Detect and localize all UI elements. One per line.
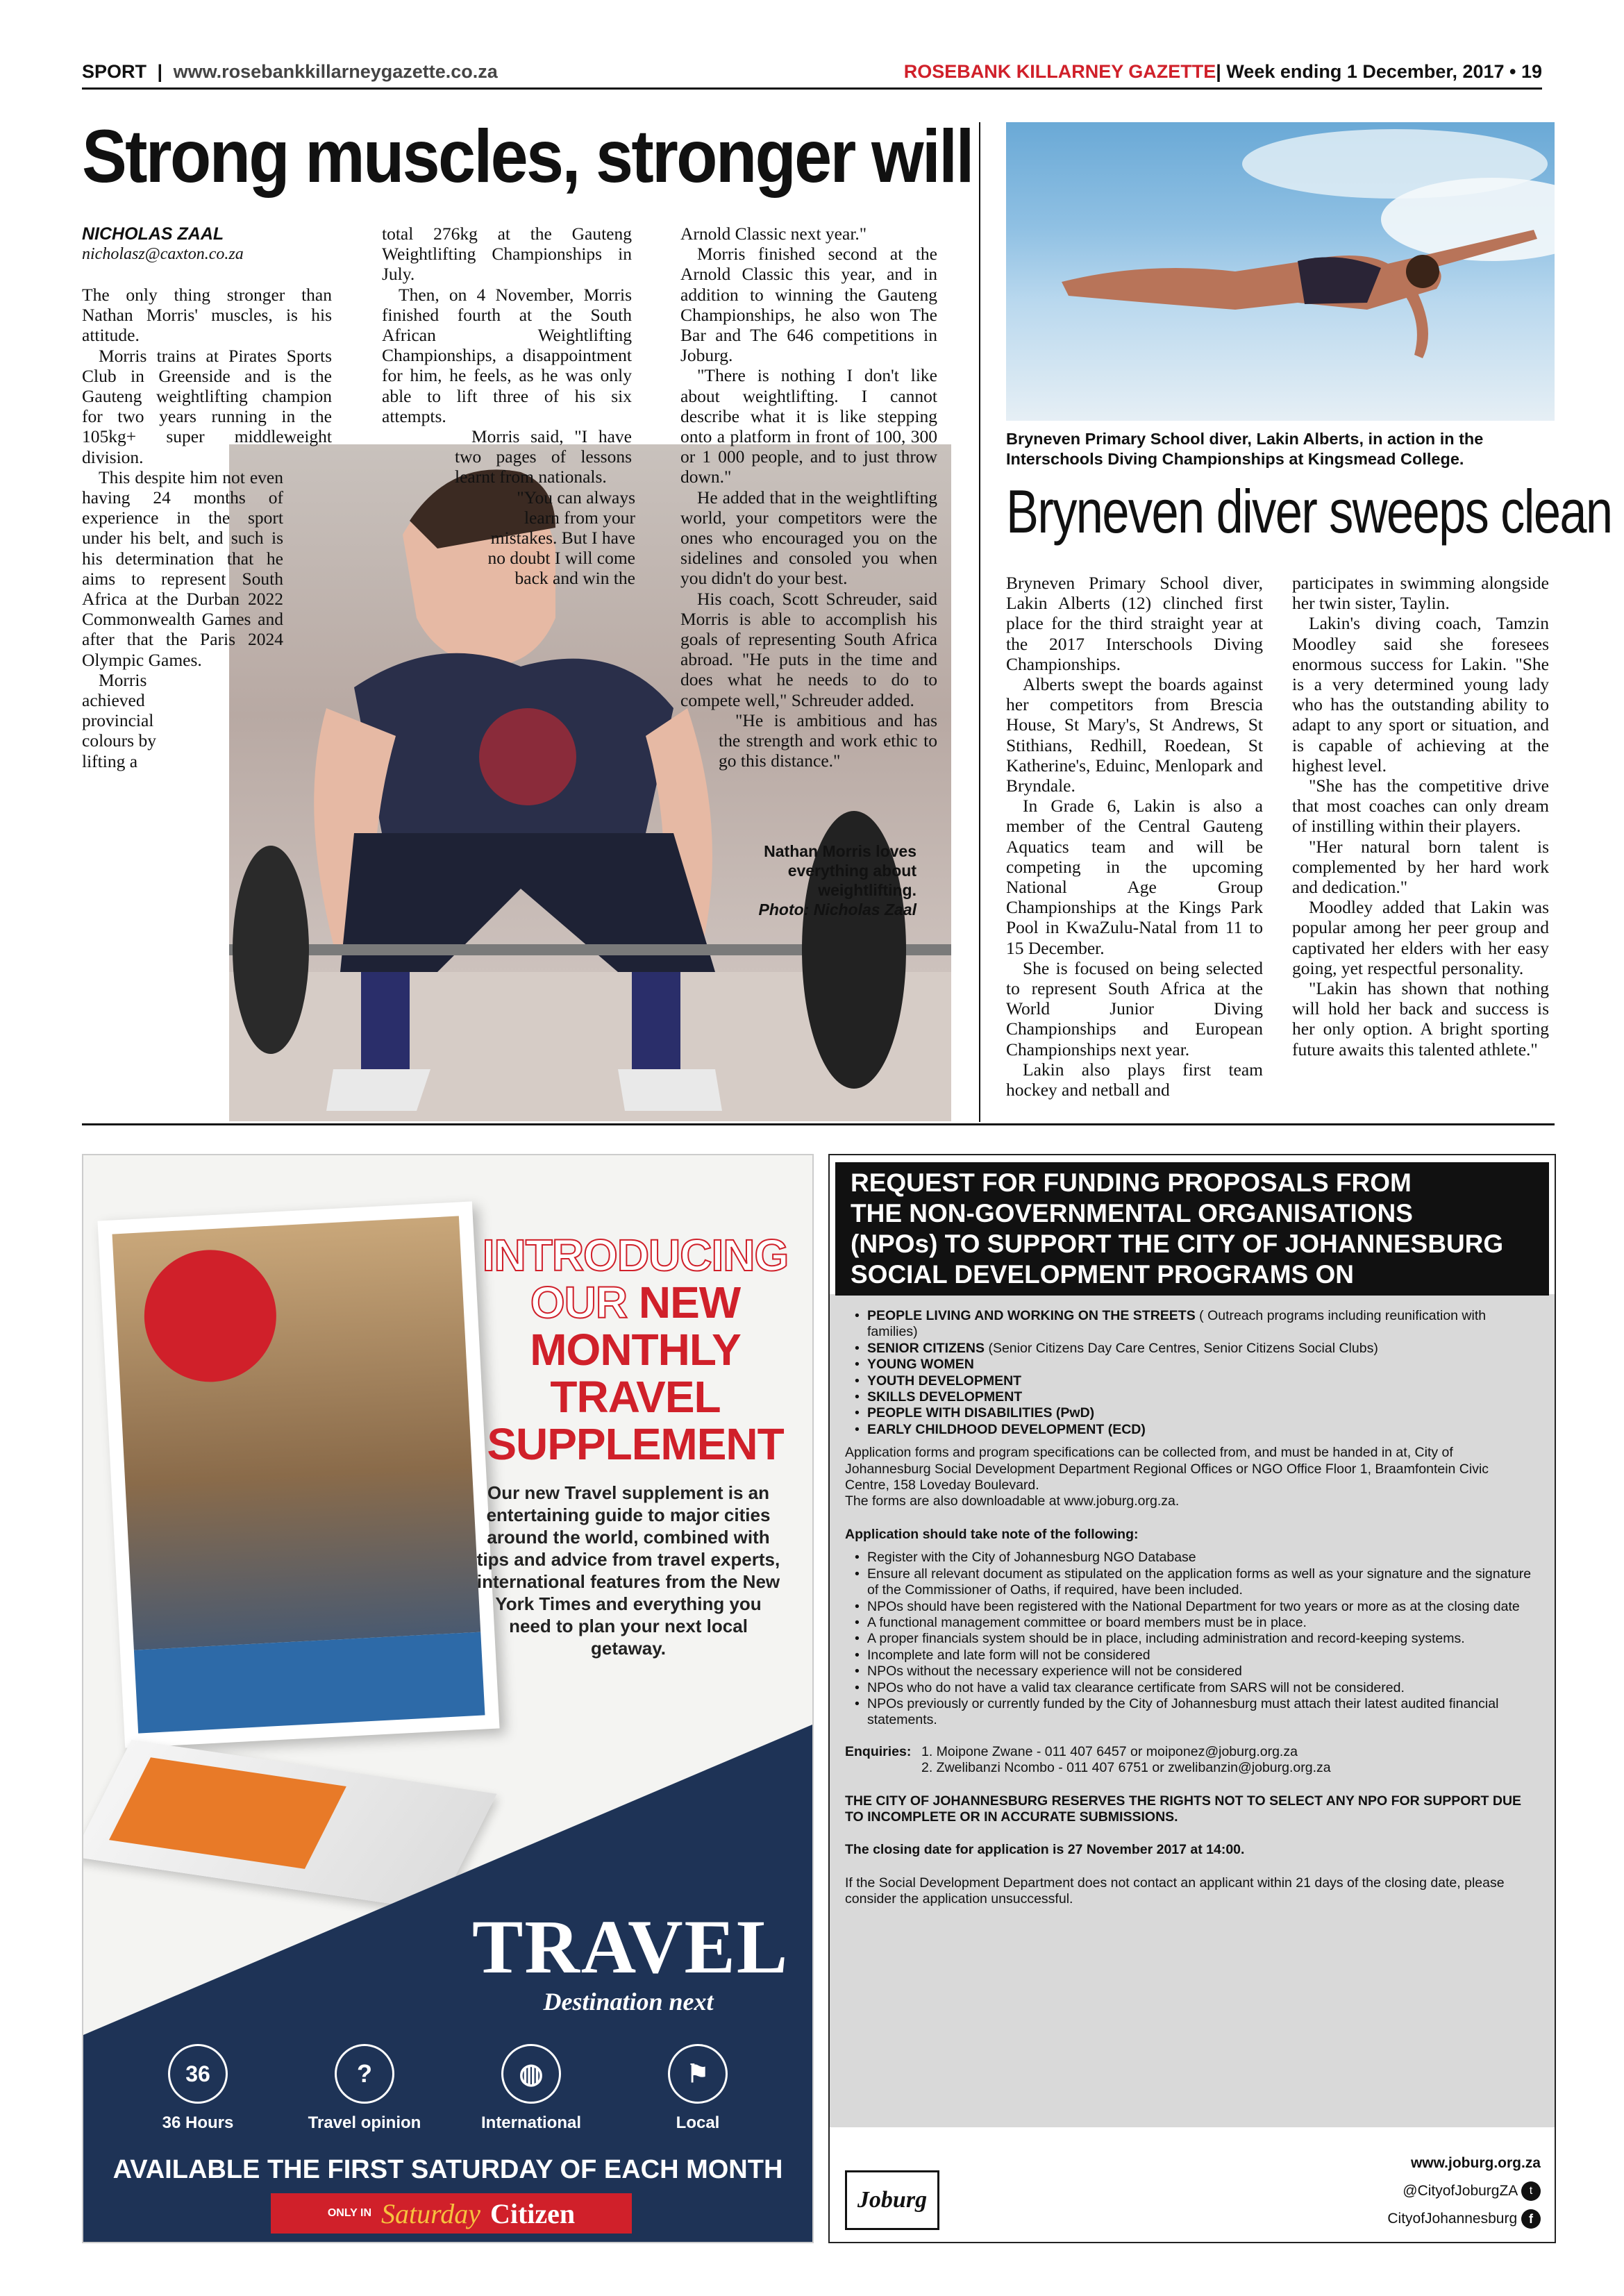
list-item: • A functional management committee or board members must be in place. bbox=[855, 1615, 1532, 1631]
paragraph: "Lakin has shown that nothing will hold her back and success is her only option. A bright sporting future awaits this talented athlete." bbox=[1292, 978, 1549, 1059]
paragraph: He added that in the weightlifting world, your competitors were the ones who encouraged you on the sidelines and consoled you when you didn't do your best. bbox=[680, 487, 937, 589]
paragraph: Moodley added that Lakin was popular among her peer group and captivated her elders with her easy going, yet respectful personality. bbox=[1292, 897, 1549, 978]
paper-name: ROSEBANK KILLARNEY GAZETTE bbox=[903, 61, 1216, 82]
enquiries-label: Enquiries: bbox=[845, 1743, 912, 1759]
article1-column-2 bbox=[382, 224, 635, 589]
reserve-rights: THE CITY OF JOHANNESBURG RESERVES THE RIGHTS NOT TO SELECT ANY NPO FOR SUPPORT DUE TO INCOMPLETE OR IN ACCURATE SUBMISSIONS. bbox=[845, 1793, 1522, 1825]
title-line: SOCIAL DEVELOPMENT PROGRAMS ON bbox=[851, 1260, 1354, 1289]
paragraph: total 276kg at the Gauteng Weightlifting Championships in July. bbox=[382, 224, 632, 285]
facebook-icon: f bbox=[1521, 2209, 1541, 2229]
feature-label: Local bbox=[676, 2113, 720, 2132]
saturday-label: Saturday bbox=[381, 2197, 480, 2229]
list-item: • SENIOR CITIZENS (Senior Citizens Day Care Centres, Senior Citizens Social Clubs) bbox=[855, 1341, 1532, 1357]
list-item: • SKILLS DEVELOPMENT bbox=[855, 1389, 1532, 1405]
paragraph: Morris finished second at the Arnold Classic this year, and in addition to winning the Gauteng Championships, he also won The Bar and The 646 competitions in Joburg. bbox=[680, 244, 937, 366]
paragraph: "You can always learn from your mistakes. But I have no doubt I will come back and win the bbox=[487, 487, 635, 589]
diver-caption: Bryneven Primary School diver, Lakin Alberts, in action in the Interschools Diving Championships at Kingsmead College. bbox=[1006, 430, 1484, 468]
twitter-icon: t bbox=[1521, 2181, 1541, 2201]
intro-line: OUR NEW bbox=[530, 1277, 741, 1327]
list-item: • PEOPLE WITH DISABILITIES (PwD) bbox=[855, 1405, 1532, 1421]
notes-list bbox=[845, 1550, 1532, 1728]
title-line: THE NON-GOVERNMENTAL ORGANISATIONS bbox=[851, 1199, 1413, 1227]
list-item: • Ensure all relevant document as stipulated on the application forms as well as your signature and the signature of the Commissioner of Oaths, if required, have been included. bbox=[855, 1566, 1532, 1599]
list-item: • NPOs without the necessary experience will not be considered bbox=[855, 1664, 1532, 1679]
feature-item bbox=[125, 2044, 271, 2148]
header-rule bbox=[82, 87, 1542, 90]
list-item: • Register with the City of Johannesburg NGO Database bbox=[855, 1550, 1532, 1566]
diver-illustration bbox=[1006, 122, 1555, 421]
byline-email[interactable]: nicholasz@caxton.co.za bbox=[82, 245, 244, 263]
article2-column-1 bbox=[1006, 573, 1263, 1100]
joburg-website[interactable]: www.joburg.org.za bbox=[1410, 2155, 1541, 2171]
article1-column-3 bbox=[680, 224, 937, 771]
list-item: • NPOs should have been registered with the National Department for two years or more as at the closing date bbox=[855, 1599, 1532, 1615]
paragraph: "She has the competitive drive that most coaches can only dream of instilling within their players. bbox=[1292, 776, 1549, 837]
travel-tagline: Destination next bbox=[543, 1988, 714, 2016]
paragraph: She is focused on being selected to represent South Africa at the World Junior Diving Championships and European Championships next year. bbox=[1006, 957, 1263, 1059]
list-item: • Incomplete and late form will not be considered bbox=[855, 1648, 1532, 1664]
list-item: • NPOs who do not have a valid tax clearance certificate from SARS will not be considered. bbox=[855, 1680, 1532, 1696]
intro-line: INTRODUCING bbox=[482, 1230, 789, 1280]
list-item: • YOUTH DEVELOPMENT bbox=[855, 1373, 1532, 1389]
clock-36-icon: 36 bbox=[168, 2044, 228, 2104]
page-header bbox=[82, 61, 1542, 86]
availability-banner: AVAILABLE THE FIRST SATURDAY OF EACH MONTH bbox=[112, 2155, 783, 2184]
travel-supplement-ad[interactable] bbox=[82, 1154, 814, 2243]
paragraph: participates in swimming alongside her twin sister, Taylin. bbox=[1292, 573, 1549, 614]
paragraph: This despite him not even having 24 months of experience in the sport under his belt, and such is his determination that he aims to represent South Africa at the Durban 2022 Commonwealth Games and after that the Paris 2024 Olympic Games. bbox=[82, 467, 283, 670]
paragraph: Morris achieved provincial colours by lifting a bbox=[82, 669, 156, 771]
weightlifter-caption bbox=[736, 841, 916, 919]
paragraph: "There is nothing I don't like about weightlifting. I cannot describe what it is like stepping onto a platform in front of 100, 300 or 1 000 people, and to just throw down." bbox=[680, 365, 937, 487]
closing-date: The closing date for application is 27 November 2017 at 14:00. bbox=[845, 1842, 1245, 1858]
paragraph: "Her natural born talent is complemented by her hard work and dedication." bbox=[1292, 836, 1549, 898]
feature-label: International bbox=[480, 2113, 581, 2132]
article1-headline: Strong muscles, stronger will bbox=[82, 114, 973, 198]
travel-brand: TRAVEL bbox=[472, 1904, 789, 1989]
paragraph: Morris trains at Pirates Sports Club in Greenside and is the Gauteng weightlifting champion for two years running in the 105kg+ super middleweight division. bbox=[82, 345, 332, 467]
head-opinion-icon: ? bbox=[335, 2044, 394, 2104]
intro-line: SUPPLEMENT bbox=[487, 1419, 784, 1469]
application-info: Application forms and program specifications can be collected from, and must be handed in at, City of Johannesburg Social Development Department Regional Offices or NGO Office Floor 1, Braamfontein Civic Centre, 158 Loveday Boulevard. bbox=[845, 1445, 1489, 1493]
header-website[interactable]: www.rosebankkillarneygazette.co.za bbox=[173, 61, 498, 82]
feature-item bbox=[625, 2044, 771, 2148]
magazine-cover bbox=[97, 1201, 499, 1748]
paragraph: In Grade 6, Lakin is also a member of the Central Gauteng Aquatics team and will be competing in the upcoming National Age Group Championships at the Kings Park Pool in KwaZulu-Natal from 11 to 15 December. bbox=[1006, 796, 1263, 958]
twitter-handle[interactable]: @CityofJoburgZA t bbox=[1387, 2177, 1541, 2205]
program-list bbox=[845, 1308, 1532, 1438]
intro-line: MONTHLY bbox=[530, 1325, 741, 1375]
intro-line: TRAVEL bbox=[550, 1372, 721, 1422]
byline-name: NICHOLAS ZAAL bbox=[82, 224, 224, 244]
article1-column-1 bbox=[82, 224, 332, 771]
list-item: • NPOs previously or currently funded by the City of Johannesburg must attach their latest audited financial statements. bbox=[855, 1696, 1532, 1729]
funding-body bbox=[845, 1308, 1532, 1908]
header-separator: | bbox=[157, 61, 163, 82]
enquiry-contact[interactable]: 2. Zwelibanzi Ncombo - 011 407 6751 or zwelibanzin@joburg.org.za bbox=[921, 1760, 1331, 1776]
citizen-logo: Citizen bbox=[489, 2197, 576, 2229]
cover-strip bbox=[134, 1632, 485, 1734]
intro-headline bbox=[472, 1232, 798, 1468]
enquiry-contact[interactable]: 1. Moipone Zwane - 011 407 6457 or moiponez@joburg.org.za bbox=[921, 1743, 1298, 1759]
magazine-stack bbox=[82, 1740, 497, 1911]
list-item: • EARLY CHILDHOOD DEVELOPMENT (ECD) bbox=[855, 1422, 1532, 1438]
paragraph: Morris said, "I have two pages of lessons learnt from nationals. bbox=[455, 426, 632, 487]
list-item: • A proper financials system should be in place, including administration and record-keeping systems. bbox=[855, 1631, 1532, 1647]
list-item: • PEOPLE LIVING AND WORKING ON THE STREETS ( Outreach programs including reunification with families) bbox=[855, 1308, 1532, 1341]
paragraph: Bryneven Primary School diver, Lakin Alberts (12) clinched first place for the third straight year at the 2017 Interschools Diving Championships. bbox=[1006, 573, 1263, 674]
section-divider bbox=[82, 1123, 1555, 1125]
enquiries bbox=[845, 1744, 1532, 1777]
article2-column-2 bbox=[1292, 573, 1549, 1059]
travel-blurb: Our new Travel supplement is an entertaining guide to major cities around the world, combined with tips and advice from travel experts, international features from the New York Times and everything you need to plan your next local getaway. bbox=[476, 1482, 780, 1659]
funding-title bbox=[835, 1162, 1549, 1296]
joburg-logo bbox=[845, 2170, 939, 2230]
feature-icons bbox=[125, 2044, 771, 2148]
globe-icon: ◍ bbox=[501, 2044, 561, 2104]
paragraph: Then, on 4 November, Morris finished fourth at the South African Weightlifting Championships, a disappointment for him, he feels, as he was only able to lift three of his six attempts. bbox=[382, 284, 632, 426]
feature-label: Travel opinion bbox=[308, 2113, 421, 2132]
download-info: The forms are also downloadable at www.joburg.org.za. bbox=[845, 1493, 1180, 1509]
funding-proposals-ad bbox=[828, 1154, 1556, 2243]
article2-headline: Bryneven diver sweeps clean bbox=[1006, 477, 1612, 546]
title-line: REQUEST FOR FUNDING PROPOSALS FROM bbox=[851, 1168, 1412, 1197]
joburg-logo-text: Joburg bbox=[857, 2187, 928, 2213]
contact-links bbox=[1387, 2150, 1541, 2233]
feature-label: 36 Hours bbox=[162, 2113, 234, 2132]
paragraph: Alberts swept the boards against her competitors from Brescia House, St Mary's, St Andrews, St Stithians, Redhill, Roedean, St Katherine's, Eduinc, Menlopark and Bryndale. bbox=[1006, 674, 1263, 796]
diver-photo bbox=[1006, 122, 1555, 421]
paragraph: Arnold Classic next year." bbox=[680, 224, 867, 244]
list-item: • YOUNG WOMEN bbox=[855, 1357, 1532, 1373]
paragraph: Lakin also plays first team hockey and netball and bbox=[1006, 1059, 1263, 1100]
location-pin-icon: ⚑ bbox=[668, 2044, 728, 2104]
paragraph: The only thing stronger than Nathan Morris' muscles, is his attitude. bbox=[82, 285, 332, 346]
unsuccessful-note: If the Social Development Department does not contact an applicant within 21 days of the closing date, please consider the application unsuccessful. bbox=[845, 1875, 1505, 1907]
section-label: SPORT bbox=[82, 61, 147, 82]
funding-footer bbox=[830, 2127, 1555, 2242]
title-line: (NPOs) TO SUPPORT THE CITY OF JOHANNESBURG bbox=[851, 1230, 1504, 1258]
citizen-banner bbox=[271, 2193, 632, 2234]
note-heading: Application should take note of the following: bbox=[845, 1526, 1139, 1542]
feature-item bbox=[458, 2044, 604, 2148]
paragraph: "He is ambitious and has the strength and work ethic to go this distance." bbox=[719, 710, 937, 771]
column-divider bbox=[979, 122, 980, 1122]
paragraph: Lakin's diving coach, Tamzin Moodley said she foresees enormous success for Lakin. "She is a very determined young lady who has the outstanding ability to adapt to any sport or situation, and is capable of achieving at the highest level. bbox=[1292, 613, 1549, 776]
facebook-page[interactable]: CityofJohannesburg f bbox=[1387, 2205, 1541, 2233]
caption-text: Nathan Morris loves everything about weightlifting. bbox=[764, 842, 916, 899]
feature-item bbox=[292, 2044, 437, 2148]
only-in-label: ONLY IN bbox=[327, 2207, 371, 2219]
photo-credit: Photo: Nicholas Zaal bbox=[758, 900, 916, 919]
paragraph: His coach, Scott Schreuder, said Morris is able to accomplish his goals of representing South Africa abroad. "He puts in the time and does what he needs to do to compete well," Schreuder added. bbox=[680, 588, 937, 710]
header-date-page: | Week ending 1 December, 2017 • 19 bbox=[1216, 61, 1542, 82]
